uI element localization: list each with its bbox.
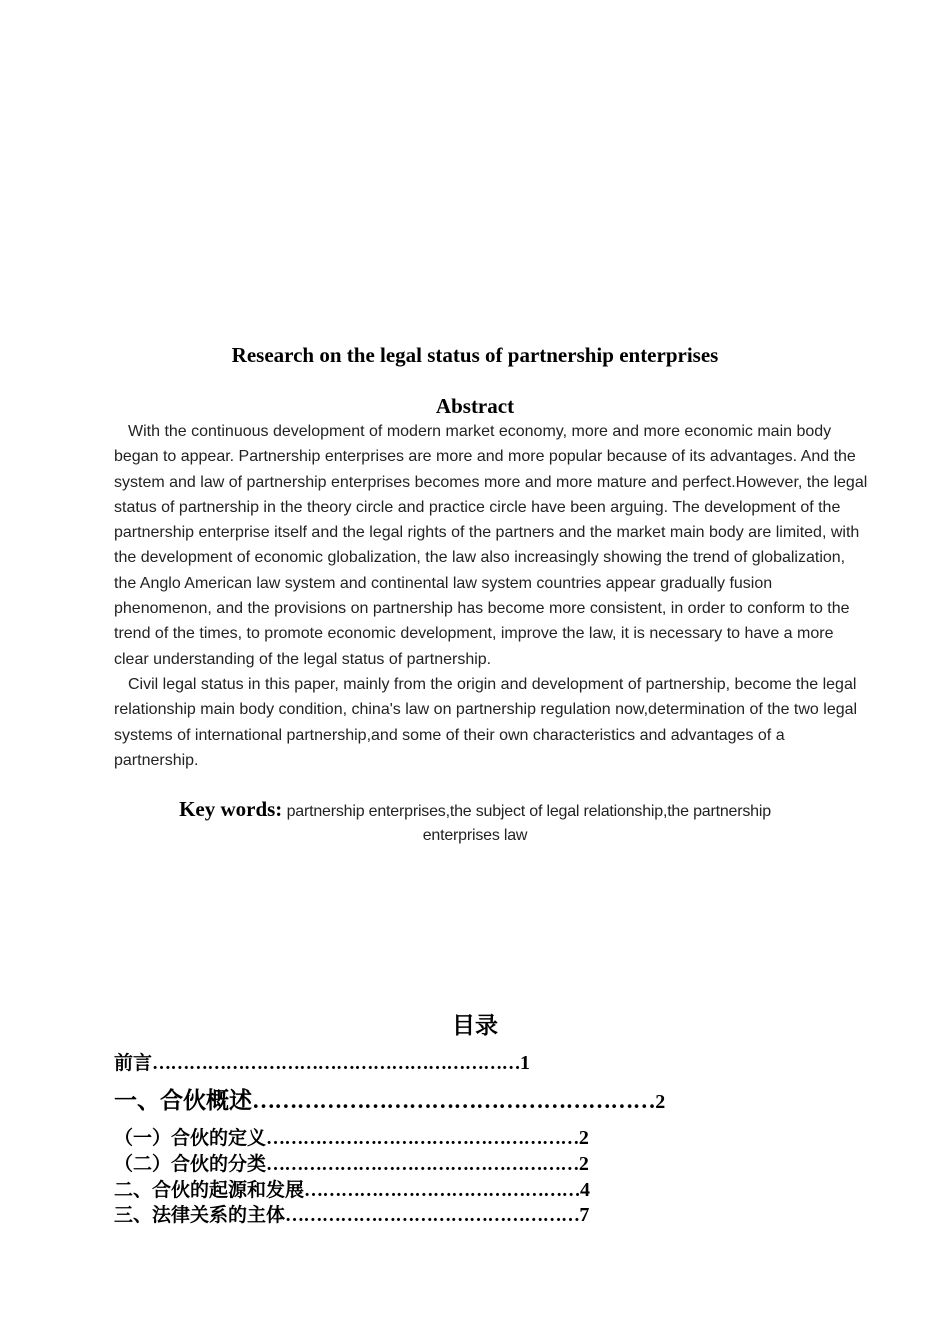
keywords-text: partnership enterprises,the subject of legal relationship,the partnership enterprises law <box>286 803 771 844</box>
toc-entry-label: 一、合伙概述 <box>114 1088 252 1114</box>
toc-page-number: 2 <box>578 1153 589 1175</box>
toc-leader: ……………………………………… <box>304 1180 581 1201</box>
toc-entry-label: 前言 <box>114 1052 153 1074</box>
toc-entry-origin[interactable] <box>114 1177 590 1204</box>
toc-entry-preface[interactable] <box>114 1050 530 1077</box>
abstract-body <box>114 419 870 773</box>
keywords-label: Key words: <box>179 797 283 821</box>
toc-entry-label: （一）合伙的定义 <box>114 1127 267 1149</box>
toc-entry-definition[interactable] <box>114 1125 589 1152</box>
abstract-paragraph-1: With the continuous development of modern market economy, more and more economic main body began to appear. Partnership enterprises are more and more popular because of its advantages. And the system and law of partnership enterprises becomes more and more mature and perfect.However, the legal status of partnership in the theory circle and practice circle have been arguing. The development of the partnership enterprise itself and the legal rights of the partners and the market main body are limited, with the development of economic globalization, the law also increasingly showing the trend of globalization, the Anglo American law system and continental law system countries appear gradually fusion phenomenon, and the provisions on partnership has become more consistent, in order to conform to the trend of the times, to promote economic development, improve the law, it is necessary to have a more clear understanding of the legal status of partnership. <box>114 423 868 668</box>
toc-page-number: 4 <box>580 1179 591 1201</box>
toc-heading: 目录 <box>452 1013 498 1039</box>
toc-leader: ……………………………………………… <box>252 1088 656 1113</box>
toc-page-number: 7 <box>579 1204 590 1226</box>
toc-entry-classification[interactable] <box>114 1151 589 1178</box>
toc-page-number: 2 <box>655 1091 666 1113</box>
toc-entry-label: （二）合伙的分类 <box>114 1153 267 1175</box>
abstract-heading: Abstract <box>435 394 515 418</box>
keywords <box>140 797 810 848</box>
toc-leader: ………………………………………… <box>285 1205 580 1226</box>
toc-entry-subject[interactable] <box>114 1202 589 1229</box>
toc-leader: …………………………………………… <box>266 1154 579 1175</box>
toc-entry-overview[interactable] <box>114 1088 665 1115</box>
abstract-paragraph-2: Civil legal status in this paper, mainly from the origin and development of partnership, become the legal relationship main body condition, china's law on partnership regulation now,determination of the two legal systems of international partnership,and some of their own characteristics and advantages of a partnership. <box>114 675 858 769</box>
toc-page-number: 1 <box>520 1052 531 1074</box>
toc-entry-label: 三、法律关系的主体 <box>114 1204 286 1226</box>
toc-page-number: 2 <box>578 1127 589 1149</box>
toc-entry-label: 二、合伙的起源和发展 <box>114 1179 305 1201</box>
toc-leader: …………………………………………… <box>266 1128 579 1149</box>
toc-leader: …………………………………………………… <box>152 1053 521 1074</box>
paper-title: Research on the legal status of partnership enterprises <box>231 343 719 367</box>
